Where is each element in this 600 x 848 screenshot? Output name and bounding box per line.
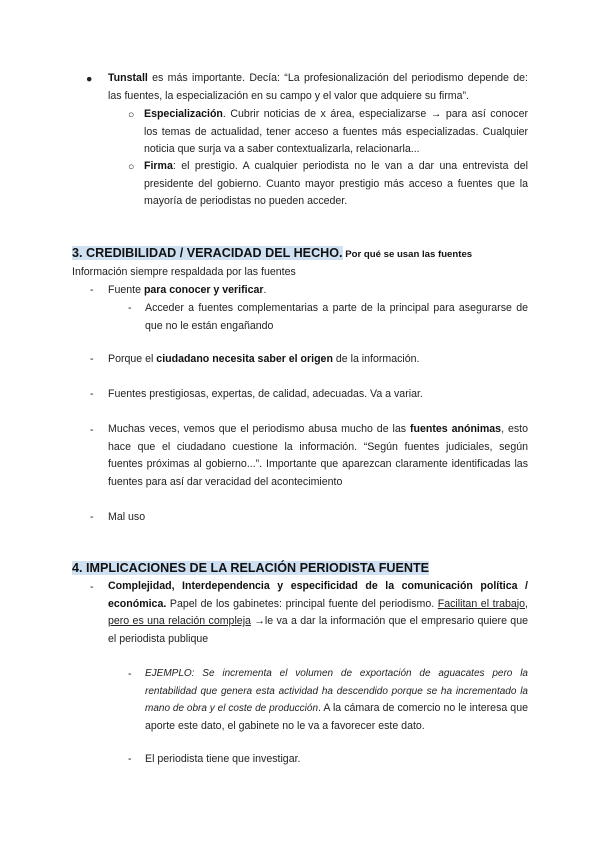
item-underlined: Facilitan el trabajo, pero es una relación compleja <box>108 597 528 627</box>
example-italic: EJEMPLO: Se incrementa el volumen de exportación de aguacates pero la rentabilidad que genera esta actividad ha descendido porque se ha incrementado la mano de obra y el coste de producción <box>145 668 528 714</box>
section-3-subitem: Acceder a fuentes complementarias a parte de la principal para asegurarse de que no le están engañando <box>145 302 528 332</box>
tunstall-text: es más importante. Decía: “La profesionalización del periodismo depende de: las fuentes, la especialización en su campo y el valor que adquiere su firma”. <box>108 72 528 102</box>
especializacion-term: Especialización <box>144 108 223 120</box>
dash-marker: - <box>90 424 94 436</box>
section-3-item-verify <box>108 282 528 300</box>
section-3-item-prestigious: Fuentes prestigiosas, expertas, de calidad, adecuadas. Va a variar. <box>108 388 423 400</box>
item-text: . <box>263 284 267 296</box>
dash-marker: - <box>90 581 94 593</box>
section-4-title: 4. IMPLICACIONES DE LA RELACIÓN PERIODISTA FUENTE <box>72 561 430 575</box>
item-text: Fuente <box>108 284 144 296</box>
item-text: →le va a dar la información que el empresario quiere que el periodista publique <box>108 615 528 645</box>
dash-marker: - <box>128 302 132 314</box>
example-text: . A la cámara de comercio no le interesa que aporte este dato, el gabinete no le va a favorecer este dato. <box>145 702 528 732</box>
section-3-item-misuse: Mal uso <box>108 511 146 523</box>
tunstall-term: Tunstall <box>108 72 148 84</box>
item-bold: ciudadano necesita saber el origen <box>156 353 333 365</box>
section-3-heading <box>72 245 472 264</box>
section-3-intro: Información siempre respaldada por las fuentes <box>72 266 296 278</box>
section-4-item-complexity <box>108 578 528 648</box>
especializacion-text: . Cubrir noticias de x área, especializarse → para así conocer los temas de actualidad, tener acceso a fuentes más especializadas. Cualquier noticia que surja va a saber contextualizarla, relacionarla... <box>144 108 528 155</box>
item-text: Papel de los gabinetes: principal fuente del periodismo. <box>166 597 438 610</box>
section-4-example <box>145 665 528 735</box>
section-4-heading <box>72 560 429 578</box>
circle-marker: ○ <box>128 161 135 173</box>
especializacion-paragraph <box>144 106 528 159</box>
dash-marker: - <box>90 388 94 400</box>
item-text: , esto hace que el ciudadano cuestione la información. “Según fuentes judiciales, según fuentes próximas al gobierno...”. Importante que aparezcan claramente identificadas las fuentes para así dar veracidad del acontecimiento <box>108 423 528 488</box>
item-text: de la información. <box>332 353 420 365</box>
dash-marker: - <box>90 511 94 523</box>
section-4-investigate: El periodista tiene que investigar. <box>145 753 301 765</box>
section-3-subtitle: Por qué se usan las fuentes <box>342 249 473 260</box>
section-3-item-anonymous <box>108 421 528 491</box>
section-3-item-origin <box>108 351 528 369</box>
item-text: Porque el <box>108 353 157 365</box>
item-bold: Complejidad, Interdependencia y especificidad de la comunicación política / económica. <box>108 580 528 610</box>
dash-marker: - <box>90 353 94 365</box>
item-bold: fuentes anónimas <box>410 423 502 435</box>
item-text: Muchas veces, vemos que el periodismo abusa mucho de las <box>108 423 411 435</box>
firma-term: Firma <box>144 160 173 172</box>
firma-text: : el prestigio. A cualquier periodista no le van a dar una entrevista del presidente del gobierno. Cuanto mayor prestigio más acceso a fuentes que la mayoría de periodistas no pueden acceder. <box>144 160 528 207</box>
tunstall-paragraph <box>108 70 528 105</box>
section-3-title: 3. CREDIBILIDAD / VERACIDAD DEL HECHO. <box>72 246 343 260</box>
dash-marker: - <box>90 284 94 296</box>
dash-marker: - <box>128 753 132 765</box>
firma-paragraph <box>144 158 528 211</box>
dash-marker: - <box>128 668 132 680</box>
item-bold: para conocer y verificar <box>143 284 264 296</box>
circle-marker: ○ <box>128 109 135 121</box>
bullet-marker: ● <box>86 73 93 85</box>
